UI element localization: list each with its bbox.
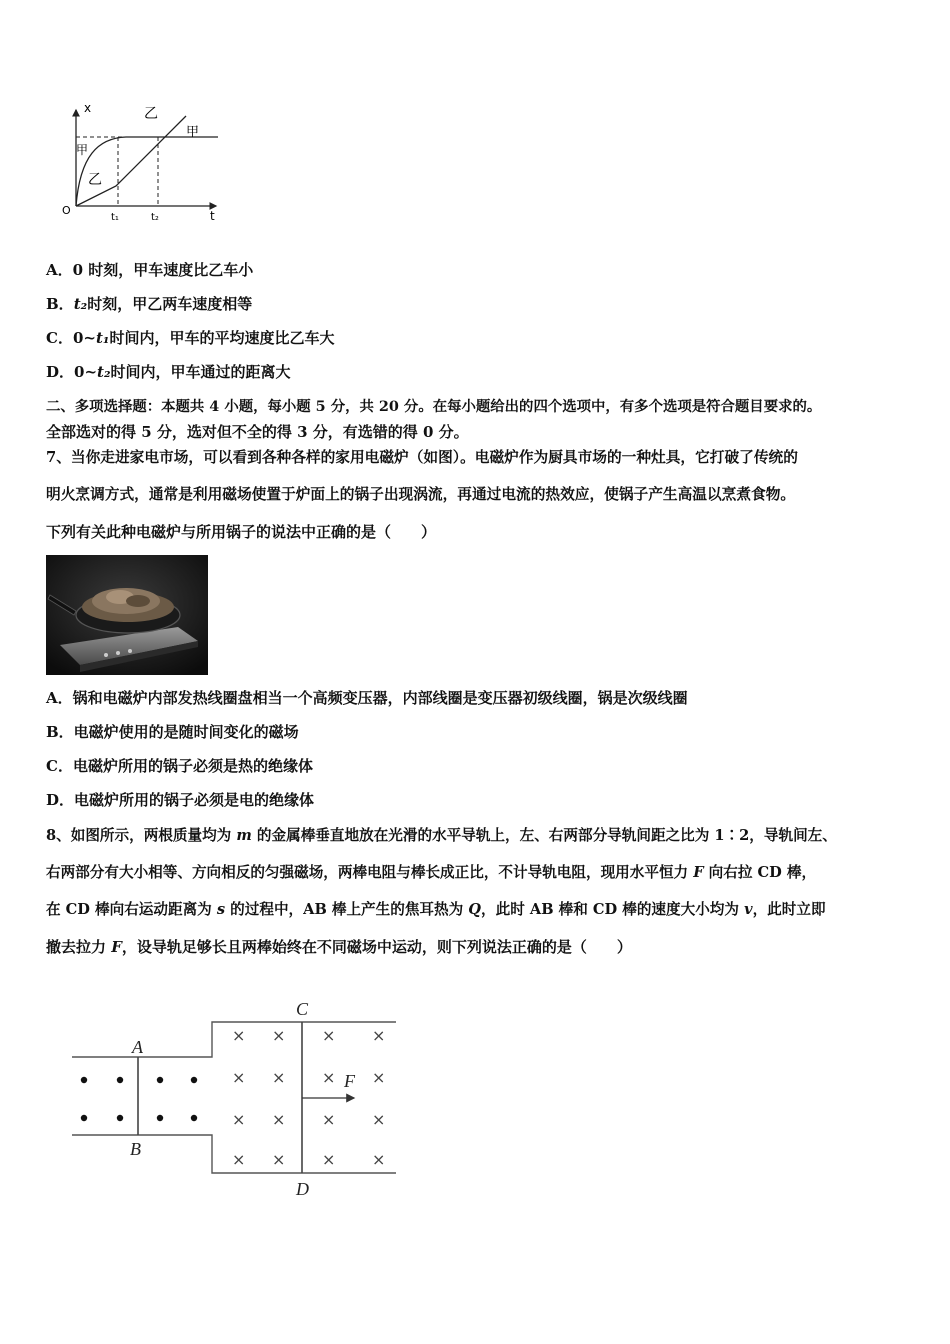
svg-text:×: × (372, 1026, 386, 1045)
q7-option-a: A．锅和电磁炉内部发热线圈盘相当一个高频变压器，内部线圈是变压器初级线圈，锅是次级线圈 (46, 689, 688, 707)
axis-x-label: x (84, 101, 92, 115)
svg-text:×: × (372, 1068, 386, 1087)
q8-line4: 撤去拉力 F，设导轨足够长且两棒始终在不同磁场中运动，则下列说法正确的是（ ） (46, 938, 632, 956)
svg-text:×: × (322, 1110, 336, 1129)
svg-text:×: × (272, 1026, 286, 1045)
q6-option-c: C．0~t₁时间内，甲车的平均速度比乙车大 (46, 329, 335, 347)
svg-text:×: × (272, 1150, 286, 1169)
label-d: D (296, 1179, 309, 1199)
svg-text:×: × (232, 1150, 246, 1169)
yi-curve (76, 116, 186, 206)
xt-graph (58, 96, 228, 226)
jia-right-label: 甲 (186, 125, 200, 140)
svg-text:×: × (232, 1110, 246, 1129)
svg-text:×: × (322, 1150, 336, 1169)
jia-left-label: 甲 (76, 143, 89, 157)
label-f: F (344, 1071, 355, 1091)
q6-option-d: D．0~t₂时间内，甲车通过的距离大 (46, 363, 291, 381)
section2-line2: 全部选对的得 5 分，选对但不全的得 3 分，有选错的得 0 分。 (46, 423, 469, 441)
yi-top-label: 乙 (144, 106, 158, 122)
svg-text:×: × (272, 1110, 286, 1129)
q7-line2: 明火烹调方式，通常是利用磁场使置于炉面上的锅子出现涡流，再通过电流的热效应，使锅子产生高温以烹煮食物。 (46, 486, 796, 503)
label-b: B (130, 1139, 141, 1159)
svg-text:×: × (372, 1110, 386, 1129)
label-c: C (296, 999, 309, 1019)
t2-label: t₂ (151, 212, 159, 223)
svg-text:×: × (232, 1026, 246, 1045)
q8-line1: 8、如图所示，两根质量均为 m 的金属棒垂直地放在光滑的水平导轨上，左、右两部分导轨间距之比为 1∶2，导轨间左、 (46, 827, 837, 844)
q7-option-d: D．电磁炉所用的锅子必须是电的绝缘体 (46, 791, 315, 809)
svg-text:×: × (272, 1068, 286, 1087)
section2-line1: 二、多项选择题：本题共 4 小题，每小题 5 分，共 20 分。在每小题给出的四个选项中，有多个选项是符合题目要求的。 (46, 398, 822, 415)
q8-line3: 在 CD 棒向右运动距离为 s 的过程中，AB 棒上产生的焦耳热为 Q，此时 AB 棒和 CD 棒的速度大小均为 v，此时立即 (46, 901, 826, 918)
induction-cooker-photo (46, 555, 208, 675)
yi-inner-label: 乙 (88, 172, 102, 188)
t1-label: t₁ (111, 212, 119, 223)
svg-text:×: × (372, 1150, 386, 1169)
axis-t-label: t (210, 209, 215, 223)
q8-line2: 右两部分有大小相等、方向相反的匀强磁场，两棒电阻与棒长成正比，不计导轨电阻，现用水平恒力 F 向右拉 CD 棒， (46, 864, 817, 881)
svg-text:×: × (322, 1068, 336, 1087)
q6-option-b: B．t₂时刻，甲乙两车速度相等 (46, 295, 253, 313)
q7-line3: 下列有关此种电磁炉与所用锅子的说法中正确的是（ ） (46, 523, 437, 541)
q7-option-c: C．电磁炉所用的锅子必须是热的绝缘体 (46, 757, 313, 775)
svg-text:×: × (232, 1068, 246, 1087)
q6-option-a: A．0 时刻，甲车速度比乙车小 (46, 261, 254, 279)
label-a: A (132, 1037, 143, 1057)
rail-diagram (66, 995, 406, 1205)
svg-text:×: × (322, 1026, 336, 1045)
q7-option-b: B．电磁炉使用的是随时间变化的磁场 (46, 723, 299, 741)
q7-line1: 7、当你走进家电市场，可以看到各种各样的家用电磁炉（如图）。电磁炉作为厨具市场的一种灶具，它打破了传统的 (46, 449, 798, 466)
origin-label: O (62, 204, 71, 217)
field-out-dots (81, 1077, 197, 1121)
